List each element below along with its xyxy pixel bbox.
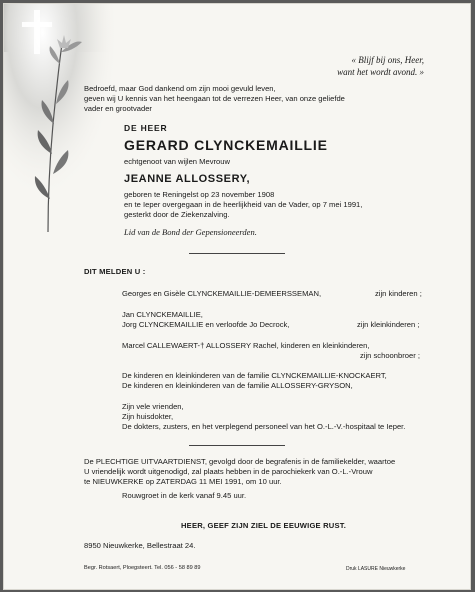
intro-line-2: geven wij U kennis van het heengaan tot de verrezen Heer, van onze geliefde — [84, 94, 345, 103]
grandchild-1: Jan CLYNCKEMAILLIE, — [122, 310, 203, 319]
hospital-line: De dokters, zusters, en het verplegend personeel van het O.-L.-V.-hospitaal te Ieper. — [122, 422, 406, 431]
undertaker-credit: Begr. Rotsaert, Ploegsteert. Tel. 056 - 58 89 89 — [84, 565, 201, 571]
service-line-2: U vriendelijk wordt uitgenodigd, zal plaats hebben in de parochiekerk van O.-L.-Vrouw — [84, 467, 373, 476]
grandchild-2: Jorg CLYNCKEMAILLIE en verloofde Jo Decrock, — [122, 320, 290, 329]
group-families — [122, 371, 387, 391]
intro-text — [84, 84, 345, 114]
family-2: De kinderen en kleinkinderen van de familie ALLOSSERY-GRYSON, — [122, 381, 353, 390]
service-line-3: te NIEUWKERKE op ZATERDAG 11 MEI 1991, om 10 uur. — [84, 477, 282, 486]
title-de-heer: DE HEER — [124, 123, 168, 133]
intro-line-3: vader en grootvader — [84, 104, 152, 113]
group-grandchildren-role: zijn kleinkinderen ; — [357, 320, 420, 329]
birth-line: geboren te Reningelst op 23 november 1908 — [124, 190, 275, 199]
prayer-line: HEER, GEEF ZIJN ZIEL DE EEUWIGE RUST. — [181, 521, 347, 530]
group-children: Georges en Gisèle CLYNCKEMAILLIE-DEMEERSSEMAN, — [122, 289, 322, 298]
epigraph-line-2: want het wordt avond. » — [337, 67, 424, 77]
divider-1 — [189, 253, 285, 254]
announcers-heading: DIT MELDEN U : — [84, 267, 146, 276]
group-brother-in-law-role: zijn schoonbroer ; — [360, 351, 420, 360]
epigraph — [337, 54, 424, 78]
membership-line: Lid van de Bond der Gepensioneerden. — [124, 227, 257, 237]
family-1: De kinderen en kleinkinderen van de familie CLYNCKEMAILLIE-KNOCKAERT, — [122, 371, 387, 380]
funeral-service — [84, 457, 395, 487]
cross-lily-ornament — [4, 4, 114, 244]
epigraph-line-1: « Blijf bij ons, Heer, — [351, 55, 424, 65]
service-line-1: De PLECHTIGE UITVAARTDIENST, gevolgd door de begrafenis in de familiekelder, waartoe — [84, 457, 396, 466]
deceased-name: GERARD CLYNCKEMAILLIE — [124, 137, 328, 153]
intro-line-1: Bedroefd, maar God dankend om zijn mooi gevuld leven, — [84, 84, 276, 93]
spouse-intro: echtgenoot van wijlen Mevrouw — [124, 157, 230, 166]
spouse-name: JEANNE ALLOSSERY, — [124, 173, 251, 185]
obituary-card — [3, 3, 471, 590]
group-children-role: zijn kinderen ; — [375, 289, 422, 298]
condolence-line: Rouwgroet in de kerk vanaf 9.45 uur. — [122, 491, 247, 500]
printer-credit: Druk LASURE Nieuwkerke — [346, 566, 406, 572]
sacrament-line: gesterkt door de Ziekenzalving. — [124, 210, 230, 219]
life-details — [124, 190, 362, 220]
divider-2 — [189, 445, 285, 446]
home-address: 8950 Nieuwkerke, Bellestraat 24. — [84, 541, 196, 550]
friends-line: Zijn vele vrienden, — [122, 402, 184, 411]
group-brother-in-law: Marcel CALLEWAERT-† ALLOSSERY Rachel, kinderen en kleinkinderen, — [122, 341, 370, 350]
group-others — [122, 402, 405, 432]
group-grandchildren — [122, 310, 289, 330]
doctor-line: Zijn huisdokter, — [122, 412, 174, 421]
death-line: en te Ieper overgegaan in de heerlijkheid van de Vader, op 7 mei 1991, — [124, 200, 363, 209]
